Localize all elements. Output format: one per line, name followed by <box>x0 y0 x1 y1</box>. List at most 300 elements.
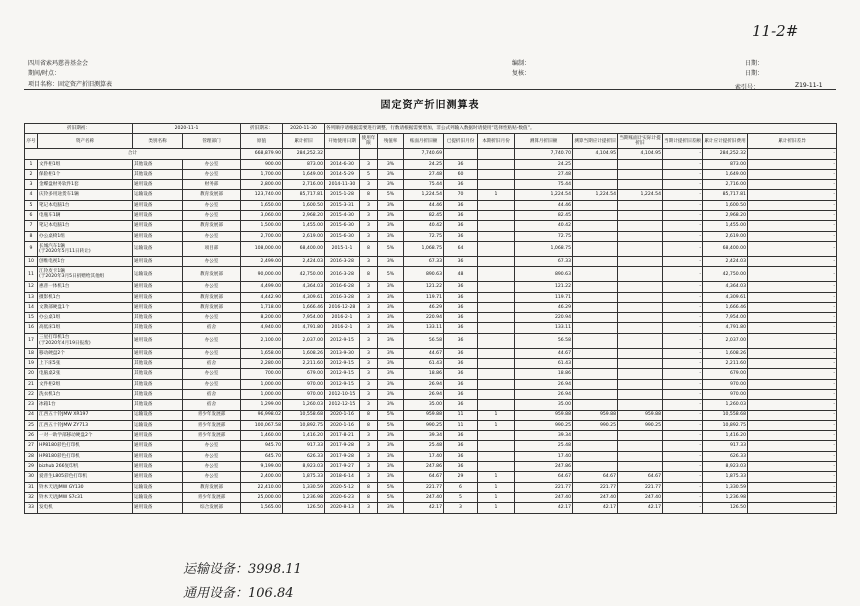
cell-p1 <box>573 462 618 472</box>
table-row <box>25 492 837 502</box>
cell-accum: 1,666.46 <box>283 302 325 312</box>
cell-years: 3 <box>360 231 378 241</box>
cell-ad: - <box>748 267 837 282</box>
cell-years: 3 <box>360 359 378 369</box>
cell-name: 文教部硬盘1个 <box>38 302 133 312</box>
cell-cur <box>478 211 515 221</box>
header-rule <box>24 89 836 90</box>
cell-rate: 3% <box>378 451 404 461</box>
cell-years: 8 <box>360 482 378 492</box>
cell-ad: - <box>748 256 837 266</box>
cell-p1: 990.25 <box>573 420 618 430</box>
cell-cur <box>478 282 515 292</box>
cell-orig: 1,658.00 <box>241 348 283 358</box>
cell-calc: 24.25 <box>515 159 573 169</box>
cell-rate: 3% <box>378 159 404 169</box>
cell-monthly: 44.67 <box>404 348 444 358</box>
cell-dept: 办公室 <box>183 231 241 241</box>
cell-diff: - <box>663 472 703 482</box>
cell-cur <box>478 462 515 472</box>
cell-accum: 8,923.03 <box>283 462 325 472</box>
cell-diff: - <box>663 348 703 358</box>
cell-years: 8 <box>360 190 378 200</box>
cell-p1 <box>573 400 618 410</box>
table-row <box>25 410 837 420</box>
cell-no: 27 <box>25 441 38 451</box>
total-actual: 4,104.95 <box>618 149 663 159</box>
table-row <box>25 200 837 210</box>
date-label-2: 日期： <box>745 70 764 77</box>
cell-p1 <box>573 302 618 312</box>
cell-no: 13 <box>25 292 38 302</box>
cell-years: 3 <box>360 211 378 221</box>
cell-cat: 运输设备 <box>133 241 183 256</box>
cell-no: 11 <box>25 267 38 282</box>
cell-date: 2016-2-1 <box>325 323 360 333</box>
cell-rate: 3% <box>378 431 404 441</box>
cell-dept: 青少年发展部 <box>183 420 241 430</box>
cell-dept: 办公室 <box>183 200 241 210</box>
cell-orig: 1,650.00 <box>241 200 283 210</box>
cell-months: 36 <box>444 333 478 348</box>
column-header: 账面月折旧额 <box>404 134 444 149</box>
cell-orig: 90,000.00 <box>241 267 283 282</box>
cell-months: 36 <box>444 323 478 333</box>
cell-diff: - <box>663 256 703 266</box>
cell-diff: - <box>663 267 703 282</box>
cell-dept: 教育发展部 <box>183 292 241 302</box>
cell-p1: 42.17 <box>573 503 618 513</box>
cell-date: 2012-9-15 <box>325 379 360 389</box>
cell-cat: 其他设备 <box>133 313 183 323</box>
cell-rate: 3% <box>378 379 404 389</box>
cell-diff: - <box>663 323 703 333</box>
cell-ad: - <box>748 241 837 256</box>
cell-accum: 917.33 <box>283 441 325 451</box>
cell-accum: 1,875.33 <box>283 472 325 482</box>
cell-orig: 2,800.00 <box>241 180 283 190</box>
page-title: 固定资产折旧测算表 <box>380 100 480 111</box>
cell-cat: 运输设备 <box>133 267 183 282</box>
cell-p1 <box>573 292 618 302</box>
cell-name: 洗衣机1台 <box>38 389 133 399</box>
cell-orig: 645.70 <box>241 451 283 461</box>
cell-no: 2 <box>25 169 38 179</box>
cell-name: 高低床1组 <box>38 323 133 333</box>
cell-months: 36 <box>444 211 478 221</box>
cell-date: 2015-4-30 <box>325 211 360 221</box>
cell-diff: - <box>663 180 703 190</box>
cell-diff: - <box>663 482 703 492</box>
cell-months: 36 <box>444 348 478 358</box>
column-header: 开始使用日期 <box>325 134 360 149</box>
cell-calc: 1,068.75 <box>515 241 573 256</box>
cell-acc: 873.00 <box>703 159 748 169</box>
cell-monthly: 75.44 <box>404 180 444 190</box>
cell-monthly: 27.48 <box>404 169 444 179</box>
cell-cur <box>478 313 515 323</box>
cell-orig: 900.00 <box>241 159 283 169</box>
cell-diff: - <box>663 503 703 513</box>
cell-p2: 990.25 <box>618 420 663 430</box>
cell-rate: 5% <box>378 420 404 430</box>
cell-months: 36 <box>444 451 478 461</box>
cell-no: 6 <box>25 211 38 221</box>
cell-accum: 4,791.80 <box>283 323 325 333</box>
cell-monthly: 82.45 <box>404 211 444 221</box>
project-name: 项目名称：固定资产折旧测算表 <box>28 81 113 88</box>
cell-acc: 7,954.00 <box>703 313 748 323</box>
cell-no: 21 <box>25 379 38 389</box>
cell-calc: 82.45 <box>515 211 573 221</box>
cell-orig: 1,565.00 <box>241 503 283 513</box>
cell-accum: 1,455.00 <box>283 221 325 231</box>
cell-cur: 1 <box>478 472 515 482</box>
cell-name: 长城汽车1辆 (于2020年5月11日转让) <box>38 241 133 256</box>
period-label: 期间/时点： <box>28 70 61 77</box>
cell-acc: 970.00 <box>703 389 748 399</box>
cell-cur <box>478 369 515 379</box>
cell-date: 2017-9-27 <box>325 462 360 472</box>
cell-accum: 2,619.00 <box>283 231 325 241</box>
cell-calc: 25.48 <box>515 441 573 451</box>
cell-monthly: 990.25 <box>404 420 444 430</box>
cell-p1 <box>573 389 618 399</box>
cell-monthly: 959.88 <box>404 410 444 420</box>
cell-dept: 办公室 <box>183 333 241 348</box>
cell-years: 3 <box>360 462 378 472</box>
cell-p1 <box>573 348 618 358</box>
table-row <box>25 472 837 482</box>
table-row <box>25 256 837 266</box>
cell-ad: - <box>748 369 837 379</box>
cell-no: 26 <box>25 431 38 441</box>
cell-monthly: 26.94 <box>404 379 444 389</box>
cell-date: 2016-6-28 <box>325 282 360 292</box>
period-end-value: 2020-11-30 <box>283 124 325 134</box>
cell-accum: 2,211.60 <box>283 359 325 369</box>
cell-rate: 3% <box>378 472 404 482</box>
cell-p2: 42.17 <box>618 503 663 513</box>
cell-acc: 4,364.03 <box>703 282 748 292</box>
cell-p1 <box>573 221 618 231</box>
cell-months: 36 <box>444 221 478 231</box>
cell-date: 2020-1-16 <box>325 420 360 430</box>
cell-name: 庆铃多用途货车1辆 <box>38 190 133 200</box>
cell-cat: 其他设备 <box>133 389 183 399</box>
cell-acc: 1,666.46 <box>703 302 748 312</box>
cell-monthly: 133.11 <box>404 323 444 333</box>
cell-acc: 1,236.98 <box>703 492 748 502</box>
cell-name: 文件柜1组 <box>38 159 133 169</box>
cell-ad: - <box>748 200 837 210</box>
total-row <box>25 149 837 159</box>
cell-cat: 运输设备 <box>133 190 183 200</box>
cell-cat: 运输设备 <box>133 482 183 492</box>
cell-orig: 2,400.00 <box>241 472 283 482</box>
cell-years: 3 <box>360 400 378 410</box>
cell-accum: 1,330.59 <box>283 482 325 492</box>
column-header: 测算月折旧额 <box>515 134 573 149</box>
cell-years: 3 <box>360 282 378 292</box>
handwritten-note-transport: 运输设备：3998.11 <box>183 562 302 577</box>
cell-accum: 42,750.00 <box>283 267 325 282</box>
cell-cur <box>478 400 515 410</box>
cell-monthly: 890.63 <box>404 267 444 282</box>
cell-years: 8 <box>360 420 378 430</box>
cell-diff: - <box>663 221 703 231</box>
cell-accum: 970.00 <box>283 389 325 399</box>
cell-calc: 959.88 <box>515 410 573 420</box>
cell-cur <box>478 241 515 256</box>
cell-dept: 办公室 <box>183 256 241 266</box>
cell-monthly: 17.40 <box>404 451 444 461</box>
reviewed-label: 复核： <box>512 70 531 77</box>
cell-acc: 2,424.03 <box>703 256 748 266</box>
cell-years: 3 <box>360 472 378 482</box>
column-header: 序号 <box>25 134 38 149</box>
cell-accum: 1,600.50 <box>283 200 325 210</box>
cell-years: 3 <box>360 313 378 323</box>
cell-name: 江西五十铃JMW ZY713 <box>38 420 133 430</box>
cell-monthly: 39.34 <box>404 431 444 441</box>
cell-calc: 72.75 <box>515 231 573 241</box>
cell-cat: 通用设备 <box>133 441 183 451</box>
cell-calc: 17.40 <box>515 451 573 461</box>
table-row <box>25 159 837 169</box>
cell-dept: 教育发展部 <box>183 267 241 282</box>
cell-dept: 青少年发展部 <box>183 410 241 420</box>
cell-p1 <box>573 159 618 169</box>
cell-date: 2013-9-30 <box>325 348 360 358</box>
meta-row <box>25 124 837 134</box>
cell-months: 36 <box>444 431 478 441</box>
cell-cat: 通用设备 <box>133 451 183 461</box>
cell-years: 3 <box>360 369 378 379</box>
cell-name: 创维电视1台 <box>38 256 133 266</box>
period-start-value: 2020-11-1 <box>133 124 241 134</box>
cell-p2 <box>618 389 663 399</box>
cell-orig: 2,700.00 <box>241 231 283 241</box>
column-header: 当期计提折旧差额 <box>663 134 703 149</box>
cell-monthly: 46.29 <box>404 302 444 312</box>
table-row <box>25 420 837 430</box>
cell-p2 <box>618 180 663 190</box>
total-calc-period: 4,104.95 <box>573 149 618 159</box>
cell-dept: 宿舍 <box>183 359 241 369</box>
column-header: 已提折旧月份 <box>444 134 478 149</box>
cell-cat: 通用设备 <box>133 231 183 241</box>
cell-months: 36 <box>444 159 478 169</box>
cell-p1 <box>573 282 618 292</box>
cell-orig: 2,100.00 <box>241 333 283 348</box>
cell-no: 33 <box>25 503 38 513</box>
cell-calc: 990.25 <box>515 420 573 430</box>
cell-ad: - <box>748 348 837 358</box>
table-row <box>25 379 837 389</box>
cell-dept: 综合发展部 <box>183 503 241 513</box>
cell-months: 11 <box>444 410 478 420</box>
cell-cat: 通用设备 <box>133 333 183 348</box>
cell-accum: 1,260.03 <box>283 400 325 410</box>
cell-dept: 办公室 <box>183 169 241 179</box>
cell-p1: 64.67 <box>573 472 618 482</box>
cell-diff: - <box>663 333 703 348</box>
cell-acc: 68,400.00 <box>703 241 748 256</box>
cell-diff: - <box>663 302 703 312</box>
cell-cat: 通用设备 <box>133 348 183 358</box>
cell-accum: 626.33 <box>283 451 325 461</box>
cell-cur <box>478 159 515 169</box>
cell-acc: 126.50 <box>703 503 748 513</box>
cell-date: 2016-12-28 <box>325 302 360 312</box>
cell-date: 2015-1-28 <box>325 190 360 200</box>
cell-calc: 67.33 <box>515 256 573 266</box>
cell-months: 36 <box>444 462 478 472</box>
cell-months: 36 <box>444 231 478 241</box>
cell-calc: 39.34 <box>515 431 573 441</box>
table-row <box>25 389 837 399</box>
cell-no: 15 <box>25 313 38 323</box>
cell-p1 <box>573 359 618 369</box>
cell-no: 5 <box>25 200 38 210</box>
cell-calc: 56.58 <box>515 333 573 348</box>
cell-years: 3 <box>360 441 378 451</box>
cell-no: 32 <box>25 492 38 502</box>
cell-no: 1 <box>25 159 38 169</box>
cell-monthly: 24.25 <box>404 159 444 169</box>
cell-no: 31 <box>25 482 38 492</box>
cell-rate: 3% <box>378 441 404 451</box>
cell-date: 2017-8-21 <box>325 431 360 441</box>
cell-dept: 宿舍 <box>183 400 241 410</box>
cell-name: 三星打印机1台 (于2020年4月19日报废) <box>38 333 133 348</box>
cell-calc: 40.42 <box>515 221 573 231</box>
cell-dept: 办公室 <box>183 472 241 482</box>
cell-dept: 宿舍 <box>183 389 241 399</box>
cell-calc: 44.67 <box>515 348 573 358</box>
cell-monthly: 64.67 <box>404 472 444 482</box>
cell-dept: 办公室 <box>183 441 241 451</box>
period-start-label: 折旧期初： <box>25 124 133 134</box>
cell-years: 3 <box>360 323 378 333</box>
cell-dept: 项目部 <box>183 241 241 256</box>
cell-dept: 青少年发展部 <box>183 431 241 441</box>
cell-diff: - <box>663 159 703 169</box>
cell-months: 48 <box>444 267 478 282</box>
cell-orig: 1,299.00 <box>241 400 283 410</box>
cell-date: 2012-9-15 <box>325 359 360 369</box>
cell-diff: - <box>663 241 703 256</box>
cell-p1 <box>573 211 618 221</box>
cell-cur <box>478 231 515 241</box>
cell-name: 江铃皮卡1辆 (于2020年3月5日捐赠给其他组 <box>38 267 133 282</box>
cell-cat: 通用设备 <box>133 292 183 302</box>
cell-p2 <box>618 282 663 292</box>
cell-cat: 其他设备 <box>133 359 183 369</box>
cell-cur: 1 <box>478 410 515 420</box>
cell-monthly: 67.33 <box>404 256 444 266</box>
cell-ad: - <box>748 431 837 441</box>
cell-name: 电脑桌2张 <box>38 369 133 379</box>
cell-no: 10 <box>25 256 38 266</box>
cell-orig: 9,199.00 <box>241 462 283 472</box>
cell-rate: 3% <box>378 389 404 399</box>
cell-cat: 其他设备 <box>133 369 183 379</box>
cell-name: 金蝶盘财务软件1套 <box>38 180 133 190</box>
total-accum-calc: 284,252.32 <box>703 149 748 159</box>
cell-no: 4 <box>25 190 38 200</box>
cell-acc: 970.00 <box>703 379 748 389</box>
cell-ad: - <box>748 400 837 410</box>
cell-date: 2015-1-1 <box>325 241 360 256</box>
cell-monthly: 26.94 <box>404 389 444 399</box>
cell-dept: 办公室 <box>183 462 241 472</box>
cell-ad: - <box>748 462 837 472</box>
cell-acc: 42,750.00 <box>703 267 748 282</box>
cell-rate: 3% <box>378 302 404 312</box>
cell-dept: 办公室 <box>183 451 241 461</box>
cell-rate: 5% <box>378 410 404 420</box>
cell-monthly: 42.17 <box>404 503 444 513</box>
cell-monthly: 61.43 <box>404 359 444 369</box>
cell-date: 2016-2-1 <box>325 313 360 323</box>
cell-years: 5 <box>360 169 378 179</box>
cell-name: 一对一助学部移动硬盘2个 <box>38 431 133 441</box>
cell-name: 上下床5张 <box>38 359 133 369</box>
cell-name: 办公桌1组 <box>38 313 133 323</box>
cell-orig: 4,940.00 <box>241 323 283 333</box>
column-header: 累计应计提折旧费用 <box>703 134 748 149</box>
cell-name: 爱普生L805彩色打印机 <box>38 472 133 482</box>
cell-no: 25 <box>25 420 38 430</box>
cell-rate: 3% <box>378 200 404 210</box>
table-row <box>25 333 837 348</box>
table-row <box>25 241 837 256</box>
cell-cur <box>478 267 515 282</box>
cell-monthly: 247.40 <box>404 492 444 502</box>
cell-years: 3 <box>360 503 378 513</box>
cell-monthly: 72.75 <box>404 231 444 241</box>
cell-calc: 61.43 <box>515 359 573 369</box>
cell-ad: - <box>748 451 837 461</box>
cell-cat: 通用设备 <box>133 180 183 190</box>
cell-rate: 3% <box>378 503 404 513</box>
column-header: 资产名称 <box>38 134 133 149</box>
cell-date: 2012-10-15 <box>325 389 360 399</box>
cell-ad: - <box>748 323 837 333</box>
cell-p2 <box>618 313 663 323</box>
cell-rate: 5% <box>378 241 404 256</box>
cell-acc: 1,649.00 <box>703 169 748 179</box>
cell-monthly: 35.00 <box>404 400 444 410</box>
cell-name: 铃木天语JMW GY130 <box>38 482 133 492</box>
table-row <box>25 313 837 323</box>
cell-diff: - <box>663 431 703 441</box>
total-label: 合计 <box>25 149 241 159</box>
period-end-label: 折旧期末： <box>241 124 283 134</box>
cell-accum: 4,364.03 <box>283 282 325 292</box>
cell-p1 <box>573 379 618 389</box>
cell-cur: 1 <box>478 492 515 502</box>
cell-months: 6 <box>444 482 478 492</box>
cell-calc: 27.48 <box>515 169 573 179</box>
cell-cur <box>478 348 515 358</box>
cell-no: 12 <box>25 282 38 292</box>
table-row <box>25 451 837 461</box>
cell-accum: 1,608.26 <box>283 348 325 358</box>
column-header: 使用年限 <box>360 134 378 149</box>
